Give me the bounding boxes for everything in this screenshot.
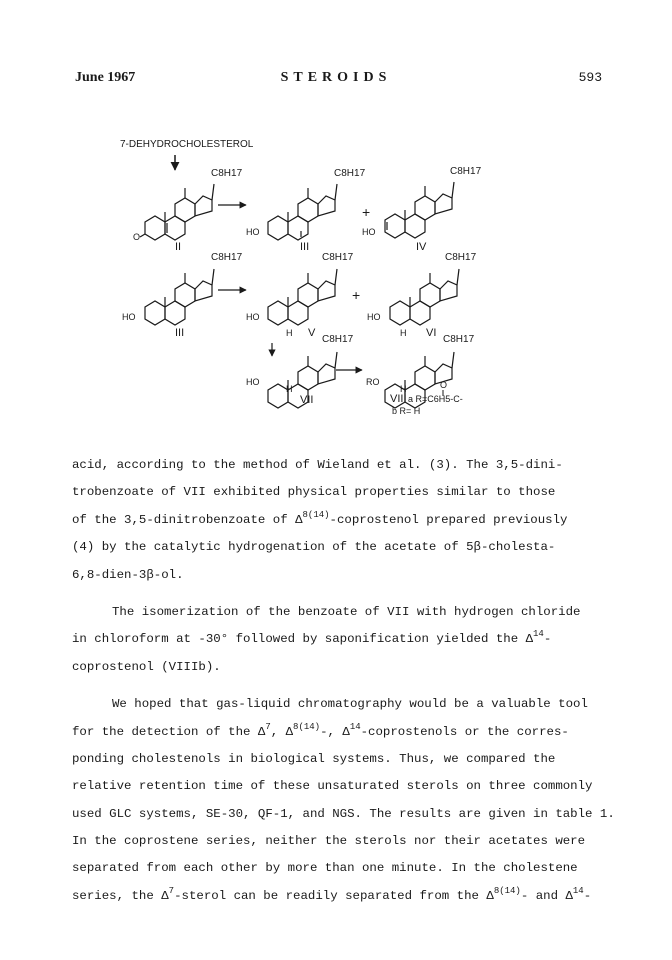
text-line: (4) by the catalytic hydrogenation of the acetate of 5β-cholesta- [72, 540, 556, 555]
side-chain-label: C8H17 [322, 334, 354, 345]
compound-II-structure [140, 184, 214, 240]
text-line: ponding cholestenols in biological systems. Thus, we compared the [72, 751, 556, 766]
text-line: 6,8-dien-3β-ol. [72, 567, 184, 582]
text-line: trobenzoate of VII exhibited physical properties similar to those [72, 485, 556, 500]
plus-sign: + [362, 204, 371, 220]
substituent-label: HO [246, 377, 260, 387]
compound-label: VII [300, 394, 314, 406]
h-label: H [400, 384, 407, 394]
compound-III-structure [268, 184, 337, 240]
h-label: H [286, 328, 293, 338]
side-chain-label: C8H17 [445, 252, 477, 263]
compound-label: II [175, 241, 182, 253]
compound-label: VI [426, 327, 437, 339]
compound-label: III [300, 241, 310, 253]
compound-VIIIb-definition: b R= H [392, 406, 421, 416]
compound-label: IV [416, 241, 427, 253]
text-line: We hoped that gas-liquid chromatography would be a valuable tool [112, 697, 588, 712]
substituent-label: HO [362, 227, 376, 237]
compound-label: III [175, 327, 185, 339]
running-header-journal: STEROIDS [280, 70, 392, 85]
substituent-label: HO [246, 312, 260, 322]
side-chain-label: C8H17 [334, 168, 366, 179]
h-label: H [286, 384, 293, 394]
text-line: In the coprostene series, neither the sterols nor their acetates were [72, 834, 586, 849]
text-line: coprostenol (VIIIb). [72, 659, 221, 674]
text-line: for the detection of the $\Delta^7$, $\Delta^{8(14)}-$, $\Delta^{14}$-coprostenols or the corres- [72, 721, 569, 739]
compound-label: VIII [390, 393, 407, 405]
compound-V-structure [268, 269, 337, 325]
compound-III-structure [145, 269, 214, 325]
text-line: used GLC systems, SE-30, QF-1, and NGS. The results are given in table 1. [72, 806, 615, 821]
body-text [72, 452, 615, 910]
running-header-date: June 1967 [75, 70, 136, 85]
side-chain-label: C8H17 [211, 252, 243, 263]
text-line: separated from each other by more than one minute. In the cholestene [72, 861, 578, 876]
plus-sign: + [352, 287, 361, 303]
side-chain-label: C8H17 [322, 252, 354, 263]
carbonyl-o-label: O [440, 380, 448, 390]
substituent-label: HO [122, 312, 136, 322]
substituent-label: O [133, 232, 141, 242]
text-line: The isomerization of the benzoate of VII with hydrogen chloride [112, 604, 581, 619]
substituent-label: RO [366, 377, 380, 387]
side-chain-label: C8H17 [450, 166, 482, 177]
compound-VI-structure [390, 269, 459, 325]
text-line: in chloroform at -30° followed by saponification yielded the $\Delta^{14}-$ [72, 629, 552, 647]
compound-VIIIa-definition: a R=C6H5-C- [408, 394, 463, 404]
compound-label: V [308, 327, 316, 339]
text-line: acid, according to the method of Wieland et al. (3). The 3,5-dini- [72, 458, 563, 472]
substituent-label: HO [367, 312, 381, 322]
side-chain-label: C8H17 [443, 334, 475, 345]
side-chain-label: C8H17 [211, 168, 243, 179]
text-line: series, the $\Delta^7$-sterol can be readily separated from the $\Delta^{8(14)}-$ and $\Delta^{14}-$ [72, 885, 592, 903]
h-label: H [400, 328, 407, 338]
reaction-scheme [100, 130, 620, 420]
text-line: of the 3,5-dinitrobenzoate of $\Delta^{8(14)}$-coprostenol prepared previously [72, 509, 568, 527]
compound-IV-structure [385, 182, 454, 238]
starting-material-label: 7-DEHYDROCHOLESTEROL [120, 139, 254, 150]
substituent-label: HO [246, 227, 260, 237]
text-line: relative retention time of these unsaturated sterols on three commonly [72, 779, 593, 794]
page-number: 593 [578, 70, 602, 85]
